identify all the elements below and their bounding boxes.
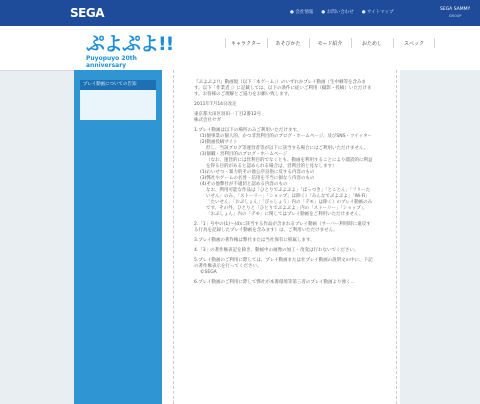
- nav-how-to-play[interactable]: あそびかた: [267, 40, 309, 47]
- notice-intro: 『ぷよぷよ!!』動画規（以下「本ゲーム」）のいずれかプレイ動画（生中継等を含みます。以下「作業者」）に記載しては、以下の条件に従いご利用（撮影・投稿）いただけます。お客様のご理解とご協力をお願い致します。: [194, 80, 372, 97]
- sidebar-title: プレイ動画についての告知: [80, 80, 156, 90]
- link-company-info[interactable]: ● 会社情報: [290, 10, 314, 15]
- sega-logo[interactable]: SEGA: [70, 6, 104, 20]
- section-2: 2.「1」号中の(1)〜(4)に該当する作品が含まれるプレイ動画（サーバー利用時に違反する行為を記録したプレイ動画を含みます）は、ご利用いただけません。: [194, 222, 371, 233]
- segasammy-logo[interactable]: SEGA SAMMY GROUP: [440, 7, 471, 18]
- top-bar: [0, 0, 480, 26]
- section-4: 4.「3」の著作権表記を除き、動画中の画像の加工・改変は行わないでください。: [194, 248, 359, 253]
- sidebar-box: [80, 90, 156, 120]
- notice-header: 2011年7月14日改定 東京都大田区羽田一丁目2番12号 株式会社セガ: [194, 102, 262, 123]
- nav-modes[interactable]: モード紹介: [309, 40, 351, 47]
- top-links: [290, 9, 394, 15]
- link-contact[interactable]: ● お問い合わせ: [321, 10, 354, 15]
- notice-content: [194, 80, 374, 290]
- main-nav: [225, 40, 435, 47]
- right-gutter: [400, 70, 480, 404]
- puyopuyo-logo[interactable]: ぷよぷよ!! Puyopuyo 20th anniversary: [86, 33, 174, 69]
- nav-spec[interactable]: スペック: [393, 40, 435, 47]
- section-6: 6.プレイ動画のご利用に際して弊社が本番環境等第三者のプレイ動画より強く…: [194, 280, 355, 285]
- nav-trial[interactable]: おためし: [351, 40, 393, 47]
- site-header: [0, 26, 480, 71]
- section-1: 1.プレイ動画は以下の場所のみご利用いただけます。 (1)個事業の個人的、かつ非営利目的のブログ・ホームページ、及びSNS・ツイッター (2)動画投稿サイト 但し、当該ブログ等運営者等が以下に該当する場合にはご利用いただけません。 (3)個職・営利目的のブログ・ホームページ （なお、運営的には営利目的でなくとも、動画を利用することにより閲読的に利益を得る目的があると認められる場合は、営利目的と見なします） (1)わいせつ・暴力的その他公序良俗に反する内容のもの (3)弊社やゲームの名誉・信用を不当に損なう内容のもの (4)その他弊社が不適切と認める内容のもの なお、利用可能な作品は「ひとりでぷよぷよ」「ぱっつき」「とことん」「フリーたいせん」のみ、「ストーリー」「ショップ」は除く）「みんなでぷよぷよ」「Wi-Fi」「たいせん」「おぷしょん」「ぴゃしょう」内の「デモ」は除く）のプレイ動画のみです。その外、ひとりと「ひとりでぷよぷよ」内の「ストーリー」「ショップ」、「おぷしょん」内の「デモ」に関してはプレイ動画をご利用いただけません。: [194, 128, 373, 217]
- nav-characters[interactable]: キャラクター: [225, 40, 267, 47]
- section-5: 5.プレイ動画のご利用に際しては、プレイ動画または社プレイ動画の説明文の中に、下記の著作権表示を行ってください。 ©SEGA: [194, 258, 373, 275]
- sidebar: [74, 70, 162, 404]
- section-3: 3.プレイ動画の著作権は弊社または当社保有に帰属します。: [194, 238, 315, 243]
- link-sitemap[interactable]: ● サイトマップ: [361, 10, 394, 15]
